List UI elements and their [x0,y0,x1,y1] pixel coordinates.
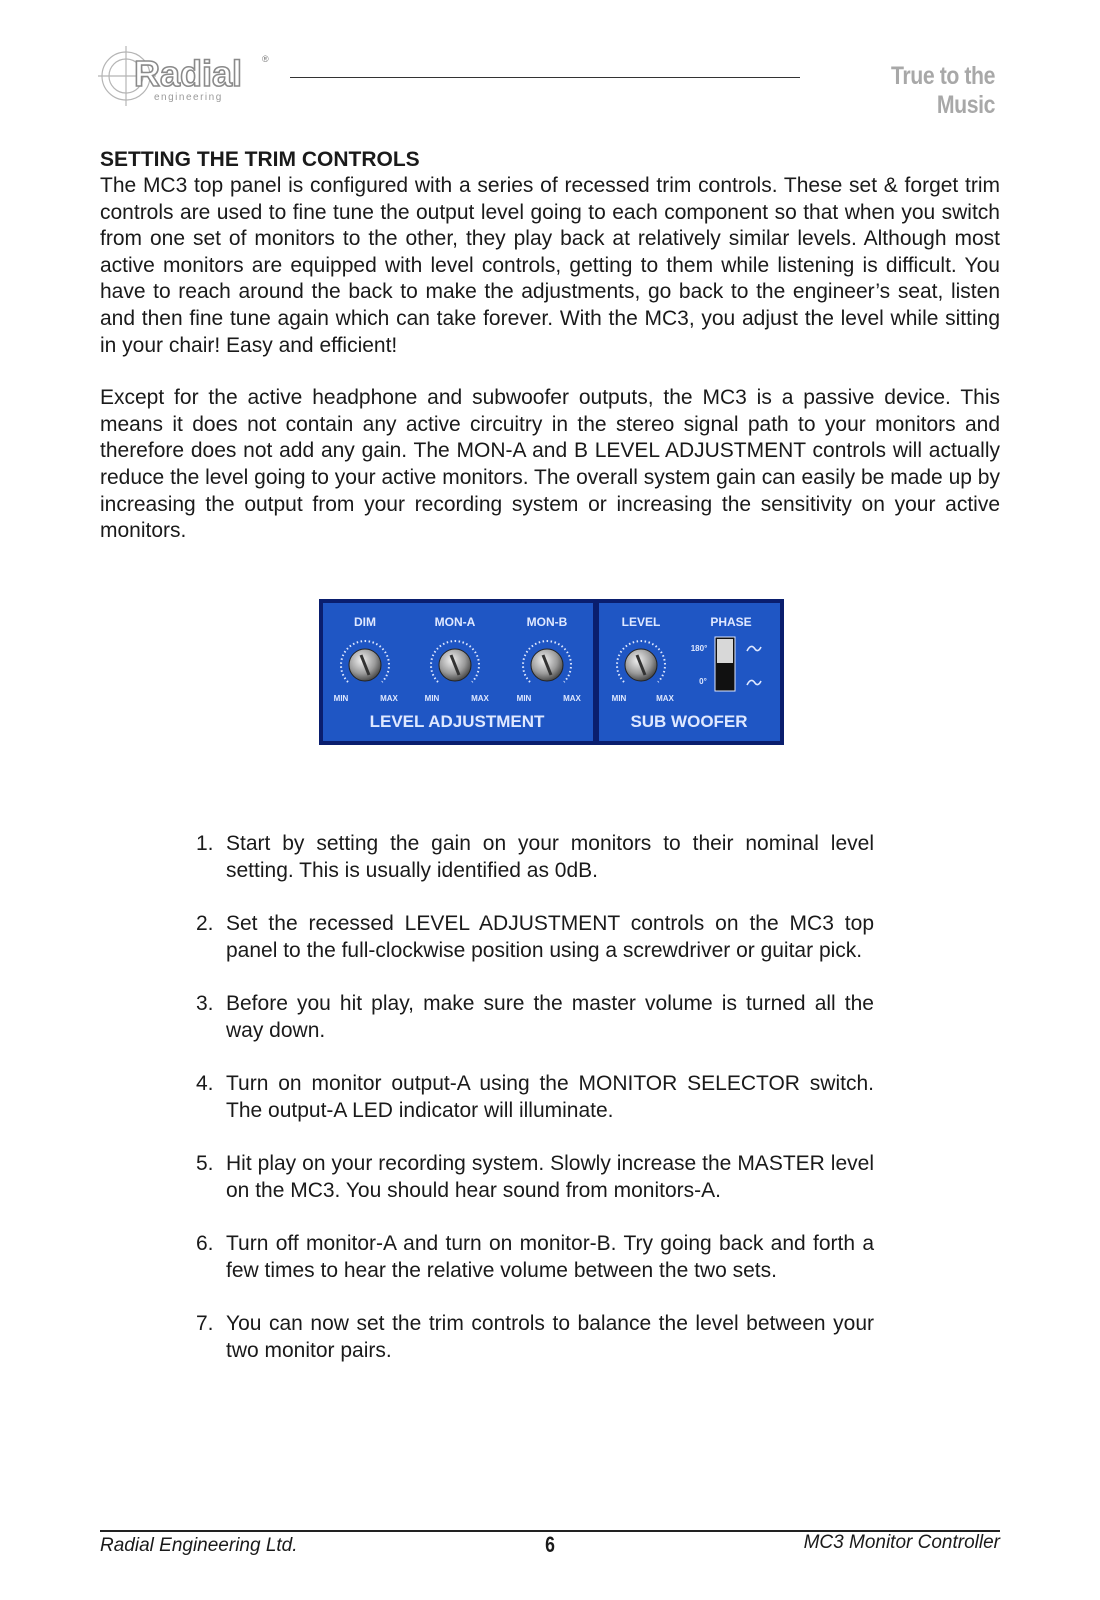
knob-label-level: LEVEL [621,615,661,629]
knob-max-label: MAX [471,694,489,703]
list-item: 5. Hit play on your recording system. Slowly increase the MASTER level on the MC3. You should hear sound from monitors-A. [196,1152,874,1202]
step-list [196,831,874,1391]
knob-max-label: MAX [656,694,674,703]
svg-text:®: ® [262,54,269,64]
main-content [100,146,1000,545]
header-rule [290,77,800,78]
knob-min-label: MIN [333,694,349,703]
phase-180-label: 180° [690,644,708,653]
phase-label: PHASE [710,615,752,629]
page-header [0,0,1100,120]
group-label-sub-woofer: SUB WOOFER [630,712,748,731]
list-item: 2. Set the recessed LEVEL ADJUSTMENT controls on the MC3 top panel to the full-clockwise position using a screwdriver or guitar pick. [196,912,874,962]
paragraph: The MC3 top panel is configured with a series of recessed trim controls. These set & forget trim controls are used to fine tune the output level going to each component so that when you switch from one set of monitors to the other, they play back at relatively similar levels. Although most active monitors are equipped with level controls, getting to them while listening is difficult. You have to reach around the back to make the adjustments, go back to the engineer’s seat, listen and then fine tune again which can take forever. With the MC3, you adjust the level while sitting in your chair! Easy and efficient! [100,174,1000,357]
list-item: 6. Turn off monitor-A and turn on monitor-B. Try going back and forth a few times to hear the relative volume between the two sets. [196,1232,874,1282]
logo-wordmark: Radial [134,53,243,94]
group-label-level-adjustment: LEVEL ADJUSTMENT [369,712,545,731]
knob-min-label: MIN [611,694,627,703]
radial-logo [98,42,278,110]
footer-product: MC3 Monitor Controller [803,1532,1000,1553]
knob-max-label: MAX [380,694,398,703]
section-title: SETTING THE TRIM CONTROLS [100,148,420,171]
knob-label-mon-a: MON-A [434,615,476,629]
knob-min-label: MIN [424,694,440,703]
paragraph: Except for the active headphone and subwoofer outputs, the MC3 is a passive device. This means it does not contain any active circuitry in the stereo signal path to your monitors and therefore does not add any gain. The MON-A and B LEVEL ADJUSTMENT controls will actually reduce the level going to your active monitors. The overall system gain can easily be made up by increasing the output from your recording system or increasing the sensitivity on your active monitors. [100,386,1000,543]
list-item: 7. You can now set the trim controls to balance the level between your two monitor pairs. [196,1312,874,1362]
knob-min-label: MIN [516,694,532,703]
phase-0-label: 0° [699,677,707,686]
knob-label-dim: DIM [354,615,376,629]
page-number: 6 [545,1532,555,1557]
top-panel-illustration [319,599,784,745]
list-item: 3. Before you hit play, make sure the master volume is turned all the way down. [196,992,874,1042]
footer-company: Radial Engineering Ltd. [100,1535,298,1556]
knob-label-mon-b: MON-B [526,615,568,629]
knob-max-label: MAX [563,694,581,703]
list-item: 4. Turn on monitor output-A using the MONITOR SELECTOR switch. The output-A LED indicator will illuminate. [196,1072,874,1122]
logo-subtext: engineering [154,92,223,103]
list-item: 1. Start by setting the gain on your monitors to their nominal level setting. This is usually identified as 0dB. [196,832,874,882]
tagline: True to the Music [891,62,995,119]
